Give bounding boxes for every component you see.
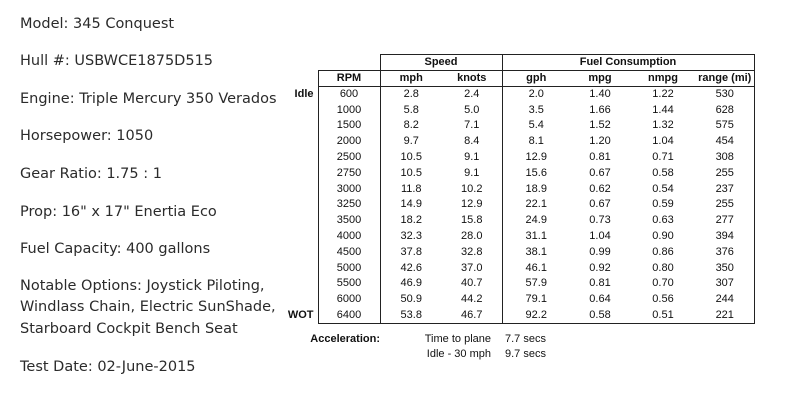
- table-cell: 0.64: [589, 293, 611, 306]
- table-cell: 2000: [318, 134, 380, 150]
- table-cell: 9.7: [403, 135, 419, 148]
- row-label: [286, 260, 318, 276]
- table-cell: 255: [696, 197, 754, 213]
- table-cell: 10.5: [400, 166, 422, 179]
- table-cell: 5.0: [442, 102, 502, 118]
- spec-options-line-1: Notable Options: Joystick Piloting,: [20, 278, 265, 294]
- table-cell: 600: [318, 87, 380, 103]
- table-cell: 0.71: [652, 151, 674, 164]
- table-cell: 40.7: [442, 276, 502, 292]
- table-cell: 575: [696, 118, 754, 134]
- table-row: [286, 165, 754, 181]
- table-cell: 2.4: [442, 87, 502, 103]
- table-cell: 11.8: [400, 182, 422, 195]
- table-cell: 2.8: [403, 88, 419, 101]
- table-cell: 1.66: [589, 103, 611, 116]
- table-cell: 350: [696, 260, 754, 276]
- table-cell: 394: [696, 229, 754, 245]
- table-cell: 2.0: [528, 88, 544, 101]
- table-row: [286, 260, 754, 276]
- table-cell: 4500: [318, 244, 380, 260]
- column-header: mph: [380, 71, 442, 87]
- table-row: [286, 229, 754, 245]
- row-label: [286, 244, 318, 260]
- spec-model: Model: 345 Conquest: [20, 16, 175, 32]
- table-cell: 0.59: [652, 198, 674, 211]
- table-cell: 18.9: [525, 182, 547, 195]
- table-cell: 92.2: [502, 308, 570, 324]
- table-row: [286, 308, 754, 324]
- table-cell: 5500: [318, 276, 380, 292]
- table-cell: 32.8: [442, 244, 502, 260]
- table-cell: 12.9: [442, 197, 502, 213]
- table-cell: 37.0: [442, 260, 502, 276]
- row-label: [286, 118, 318, 134]
- row-label: [286, 102, 318, 118]
- spec-horsepower: Horsepower: 1050: [20, 128, 154, 144]
- table-cell: 0.51: [630, 308, 696, 324]
- table-cell: 10.5: [400, 151, 422, 164]
- table-cell: 5.4: [528, 119, 544, 132]
- table-cell: 1500: [318, 118, 380, 134]
- table-cell: 0.80: [652, 261, 674, 274]
- acceleration-value: 7.7 secs: [505, 333, 546, 345]
- table-cell: 6000: [318, 292, 380, 308]
- table-cell: 50.9: [400, 293, 422, 306]
- table-cell: 244: [696, 292, 754, 308]
- table-cell: 5000: [318, 260, 380, 276]
- table-row: [286, 292, 754, 308]
- table-cell: 1.04: [652, 135, 674, 148]
- row-label: Idle: [294, 87, 314, 100]
- table-cell: 530: [696, 87, 754, 103]
- row-label: WOT: [287, 309, 314, 322]
- table-cell: 0.81: [589, 277, 611, 290]
- table-cell: 277: [696, 213, 754, 229]
- table-cell: 0.70: [652, 277, 674, 290]
- spec-prop: Prop: 16" x 17" Enertia Eco: [20, 204, 217, 220]
- group-header-speed: Speed: [380, 55, 502, 71]
- table-cell: 0.99: [589, 245, 611, 258]
- table-cell: 7.1: [442, 118, 502, 134]
- spec-options-line-3: Starboard Cockpit Bench Seat: [20, 321, 238, 337]
- table-cell: 10.2: [442, 181, 502, 197]
- table-cell: 454: [696, 134, 754, 150]
- table-row: [286, 87, 754, 103]
- table-cell: 1.22: [652, 88, 674, 101]
- table-cell: 0.62: [589, 182, 611, 195]
- table-row: [286, 102, 754, 118]
- acceleration-block: [310, 332, 565, 362]
- table-cell: 53.8: [380, 308, 442, 324]
- table-cell: 376: [696, 244, 754, 260]
- performance-table-body: [286, 87, 754, 324]
- table-cell: 14.9: [400, 198, 422, 211]
- performance-table-container: [286, 54, 755, 324]
- table-cell: 1.32: [652, 119, 674, 132]
- column-header: range (mi): [696, 71, 754, 87]
- table-cell: 5.8: [403, 103, 419, 116]
- table-row: [286, 244, 754, 260]
- group-header-fuel: Fuel Consumption: [502, 55, 754, 71]
- table-cell: 0.86: [652, 245, 674, 258]
- row-label: [286, 229, 318, 245]
- table-cell: 0.67: [589, 166, 611, 179]
- column-header: mpg: [570, 71, 630, 87]
- table-cell: 44.2: [442, 292, 502, 308]
- table-cell: 0.90: [652, 230, 674, 243]
- table-cell: 4000: [318, 229, 380, 245]
- table-cell: 628: [696, 102, 754, 118]
- table-cell: 46.7: [442, 308, 502, 324]
- table-cell: 0.81: [589, 151, 611, 164]
- table-cell: 0.63: [652, 214, 674, 227]
- table-cell: 221: [696, 308, 754, 324]
- table-cell: 1000: [318, 102, 380, 118]
- table-cell: 79.1: [525, 293, 547, 306]
- table-cell: 2750: [318, 165, 380, 181]
- row-label: [286, 197, 318, 213]
- table-cell: 0.56: [652, 293, 674, 306]
- table-cell: 8.2: [403, 119, 419, 132]
- table-cell: 3.5: [528, 103, 544, 116]
- table-cell: 0.92: [589, 261, 611, 274]
- table-cell: 12.9: [525, 151, 547, 164]
- row-label: [286, 276, 318, 292]
- spec-hull-number: Hull #: USBWCE1875D515: [20, 53, 214, 69]
- row-label: [286, 292, 318, 308]
- row-label: [286, 181, 318, 197]
- table-cell: 1.40: [589, 88, 611, 101]
- column-header: knots: [442, 71, 502, 87]
- row-label: [286, 213, 318, 229]
- table-cell: 42.6: [400, 261, 422, 274]
- table-cell: 3000: [318, 181, 380, 197]
- table-row: [286, 150, 754, 166]
- column-header: RPM: [318, 71, 380, 87]
- spec-fuel-capacity: Fuel Capacity: 400 gallons: [20, 241, 211, 257]
- table-cell: 46.9: [400, 277, 422, 290]
- table-cell: 3250: [318, 197, 380, 213]
- spec-test-date: Test Date: 02-June-2015: [20, 359, 196, 375]
- table-cell: 255: [696, 165, 754, 181]
- row-label: [286, 150, 318, 166]
- column-header: gph: [502, 71, 570, 87]
- spec-gear-ratio: Gear Ratio: 1.75 : 1: [20, 166, 162, 182]
- performance-table: [286, 54, 755, 324]
- table-cell: 1.04: [589, 230, 611, 243]
- table-cell: 32.3: [400, 230, 422, 243]
- table-cell: 3500: [318, 213, 380, 229]
- table-cell: 57.9: [525, 277, 547, 290]
- table-cell: 18.2: [400, 214, 422, 227]
- table-cell: 15.8: [442, 213, 502, 229]
- table-cell: 0.54: [652, 182, 674, 195]
- table-cell: 24.9: [525, 214, 547, 227]
- table-cell: 37.8: [400, 245, 422, 258]
- table-cell: 0.58: [652, 166, 674, 179]
- row-label: [286, 134, 318, 150]
- table-cell: 8.1: [528, 135, 544, 148]
- table-row: [286, 197, 754, 213]
- table-cell: 308: [696, 150, 754, 166]
- column-header: nmpg: [630, 71, 696, 87]
- table-cell: 0.58: [570, 308, 630, 324]
- table-cell: 307: [696, 276, 754, 292]
- table-cell: 28.0: [442, 229, 502, 245]
- table-row: [286, 213, 754, 229]
- table-row: [286, 134, 754, 150]
- table-cell: 237: [696, 181, 754, 197]
- table-cell: 9.1: [442, 165, 502, 181]
- acceleration-value: 9.7 secs: [505, 348, 546, 360]
- acceleration-label: Acceleration:: [310, 333, 380, 345]
- table-cell: 1.20: [589, 135, 611, 148]
- acceleration-desc: Idle - 30 mph: [426, 348, 491, 360]
- row-label: [286, 165, 318, 181]
- acceleration-desc: Time to plane: [424, 333, 491, 345]
- table-cell: 1.52: [589, 119, 611, 132]
- table-cell: 0.73: [589, 214, 611, 227]
- table-cell: 1.44: [652, 103, 674, 116]
- table-row: [286, 118, 754, 134]
- table-cell: 0.67: [589, 198, 611, 211]
- spec-engine: Engine: Triple Mercury 350 Verados: [20, 91, 277, 107]
- table-cell: 46.1: [525, 261, 547, 274]
- table-cell: 9.1: [442, 150, 502, 166]
- table-cell: 6400: [318, 308, 380, 324]
- table-cell: 22.1: [525, 198, 547, 211]
- table-cell: 38.1: [525, 245, 547, 258]
- table-cell: 15.6: [525, 166, 547, 179]
- table-row: [286, 276, 754, 292]
- table-cell: 8.4: [442, 134, 502, 150]
- table-cell: 31.1: [525, 230, 547, 243]
- table-cell: 2500: [318, 150, 380, 166]
- spec-options-line-2: Windlass Chain, Electric SunShade,: [20, 299, 276, 315]
- table-row: [286, 181, 754, 197]
